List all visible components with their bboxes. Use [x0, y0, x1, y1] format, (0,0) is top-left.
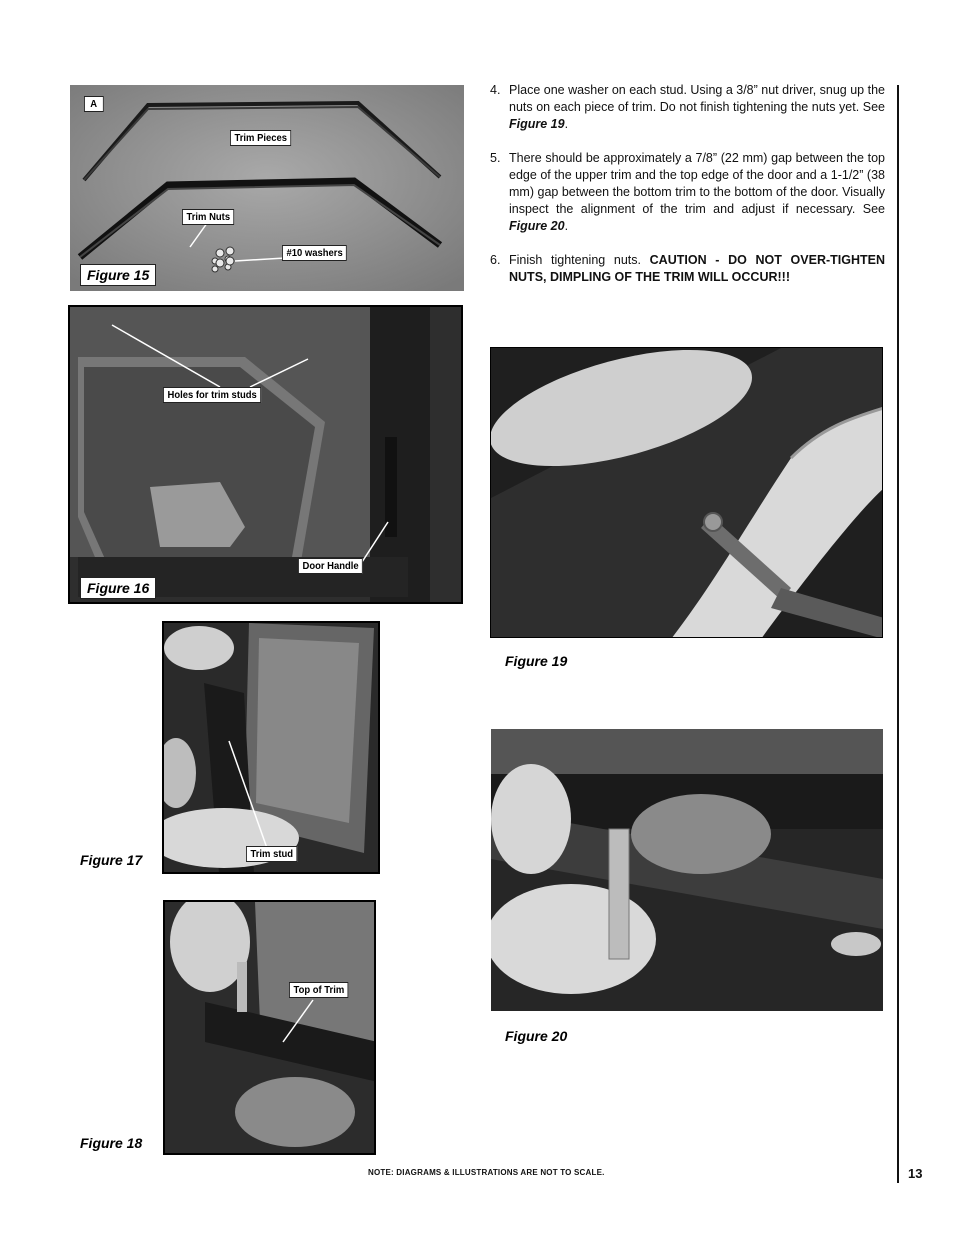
trim-pieces-label: Trim Pieces [230, 130, 292, 146]
figure-17-caption: Figure 17 [80, 852, 143, 868]
figure-17-photo [162, 621, 380, 874]
step-number: 4. [490, 83, 501, 97]
step-text: Place one washer on each stud. Using a 3/8” nut driver, snug up the nuts on each piece of trim. Do not finish tightening the nuts yet. See Figure 19. [509, 83, 885, 131]
step-text: Finish tightening nuts. CAUTION - DO NOT OVER-TIGHTEN NUTS, DIMPLING OF THE TRIM WILL OCCUR!!! [509, 253, 885, 284]
figure-20-photo [491, 729, 883, 1011]
figure-15-photo [70, 85, 464, 291]
washers-label: #10 washers [282, 245, 347, 261]
scale-note: NOTE: DIAGRAMS & ILLUSTRATIONS ARE NOT TO SCALE. [368, 1168, 605, 1177]
figure-15-corner-label: A [84, 96, 103, 112]
stove-door-illustration [70, 307, 463, 604]
step-6 [490, 252, 885, 286]
top-of-trim-label: Top of Trim [289, 982, 349, 998]
page-number: 13 [908, 1166, 923, 1181]
figure-20-caption: Figure 20 [505, 1028, 568, 1044]
trim-alignment-illustration [491, 729, 883, 1011]
step-5 [490, 150, 885, 235]
instruction-steps [490, 82, 885, 303]
figure-18-caption: Figure 18 [80, 1135, 143, 1151]
figure-15-caption: Figure 15 [80, 264, 156, 286]
caution-text: CAUTION - DO NOT OVER-TIGHTEN NUTS, DIMPLING OF THE TRIM WILL OCCUR!!! [509, 253, 885, 284]
figure-reference: Figure 20 [509, 219, 565, 233]
figure-19-caption: Figure 19 [505, 653, 568, 669]
figure-18-photo [163, 900, 376, 1155]
step-number: 5. [490, 151, 501, 165]
top-of-trim-illustration [165, 902, 376, 1155]
nut-driver-illustration [491, 348, 883, 638]
holes-for-trim-studs-label: Holes for trim studs [163, 387, 261, 403]
figure-reference: Figure 19 [509, 117, 565, 131]
figure-16-caption: Figure 16 [80, 577, 156, 599]
step-text: There should be approximately a 7/8” (22 mm) gap between the top edge of the upper trim and the top edge of the door and a 1-1/2” (38 mm) gap between the bottom trim to the bottom of the door. Visually inspect the alignment of the trim and adjust if necessary. See Figure 20. [509, 151, 885, 233]
trim-pieces-illustration [70, 85, 464, 291]
door-handle-label: Door Handle [298, 558, 363, 574]
trim-nuts-label: Trim Nuts [182, 209, 235, 225]
step-number: 6. [490, 253, 501, 267]
trim-stud-illustration [164, 623, 380, 874]
trim-stud-label: Trim stud [246, 846, 298, 862]
right-margin-rule [897, 85, 899, 1183]
figure-16-photo [68, 305, 463, 604]
step-4 [490, 82, 885, 133]
figure-19-photo [490, 347, 883, 638]
